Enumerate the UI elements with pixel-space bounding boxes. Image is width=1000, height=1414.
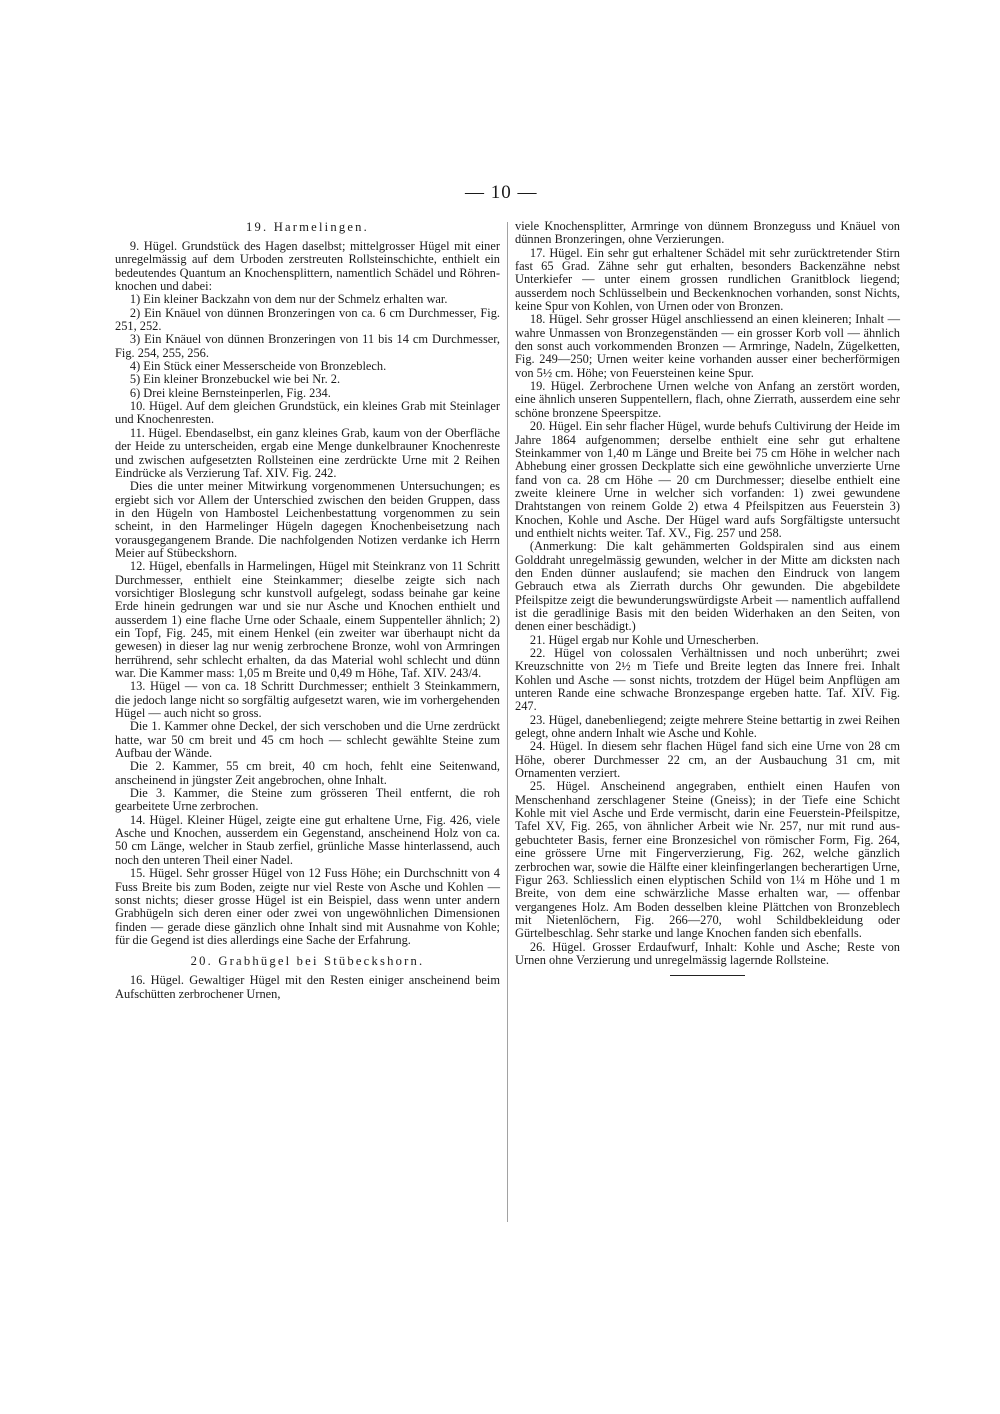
paragraph: 18. Hügel. Sehr grosser Hügel anschliessend an einen kleineren; Inhalt — wahre Unmassen von Bronzegenständen — ein grosser Korb voll — ähnlich den sonst auch vorkommenden Bronzen — Armringe, Nadeln, Zügelketten, Fig. 249—250; Urnen weiter keine vorhanden ausser einer becherförmigen von 5½ cm. Höhe; von Feuersteinen keine Spur. [515, 312, 900, 380]
page-number: — 10 — [465, 182, 538, 203]
left-column [115, 220, 500, 1001]
paragraph: 25. Hügel. Anscheinend angegraben, enthielt einen Haufen von Menschenhand zerschlagener Steine (Gneiss); in der Tiefe eine Schicht Kohle mit viel Asche und Erde vermischt, darin eine Feuerstein-Pfeilspitze, Tafel XV, Fig. 265, von ähnlicher Arbeit wie Nr. 257, nur mit rund ausgebuchteter Basis, ferner eine Bronzesichel von römischer Form, Fig. 264, eine grössere Urne mit Fingerverzierung, Fig. 262, welche gänzlich zerbrochen war, sowie die Hälfte einer kleinfingerlangen becherartigen Urne, Figur 263. Schliesslich einen elyptischen Schild von 1¼ m Höhe und 1 m Breite, von dem eine schwärzliche Masse erhalten war, — offenbar vergangenes Holz. Am Boden desselben kleine Plättchen von Bronzeblech mit Nietenlöchern, Fig. 266—270, wohl Schildbekleidung oder Gürtelbeschlag. Sehr starke und lange Knochen fanden sich ebenfalls. [515, 779, 900, 941]
section-heading-stubeckshorn: 20. Grabhügel bei Stübeckshorn. [190, 954, 425, 969]
list-item: 2) Ein Knäuel von dünnen Bronzeringen von ca. 6 cm Durchmesser, Fig. 251, 252. [115, 305, 500, 334]
paragraph: 17. Hügel. Ein sehr gut erhaltener Schädel mit sehr zurücktretender Stirn fast 65 Grad. Zähne sehr gut erhalten, besonders Backenzähne nebst Unterkiefer — unter einem grossen rundlichen Granitblock liegend; ausserdem noch Schlüsselbein und Beckenknochen vorhanden, sonst Nichts, keine Spur von Kohlen, von Urnen oder von Bronzen. [515, 245, 900, 314]
section-heading-harmelingen: 19. Harmelingen. [246, 220, 369, 234]
paragraph: Die 1. Kammer ohne Deckel, der sich verschoben und die Urne zerdrückt hatte, war 50 cm breit und 45 cm hoch — schlecht gewählte Steine zum Aufbau der Wände. [115, 719, 500, 761]
list-item: 3) Ein Knäuel von dünnen Bronzeringen von 11 bis 14 cm Durchmesser, Fig. 254, 255, 256. [115, 332, 500, 360]
end-rule [670, 975, 745, 976]
paragraph: 14. Hügel. Kleiner Hügel, zeigte eine gut erhaltene Urne, Fig. 426, viele Asche und Knochen, ausserdem ein Gegenstand, anscheinend Holz von ca. 50 cm Länge, welcher in Staub zerfiel, grünliche Masse hinterlassend, auch noch den unteren Theil einer Nadel. [115, 812, 500, 867]
paragraph: Die 3. Kammer, die Steine zum grösseren Theil entfernt, die roh gearbeitete Urne zerbrochen. [115, 786, 500, 814]
paragraph: viele Knochensplitter, Armringe von dünnem Bronzeguss und Knäuel von dünnen Bronzeringen, ohne Verzierungen. [515, 219, 900, 247]
paragraph: 15. Hügel. Sehr grosser Hügel von 12 Fuss Höhe; ein Durchschnitt von 4 Fuss Breite bis zum Boden, zeigte nur viel Reste von Asche und Kohlen — sonst nichts; dieser grosse Hügel ist ein Beispiel, dass wenn unter andern Grabhügeln sich deren einer oder zwei von ungewöhnlichen Dimensionen finden — gerade diese gänzlich ohne Inhalt sind mit Ausnahme von Kohle; für die Gegend ist dies allerdings eine Sache der Erfahrung. [115, 866, 500, 947]
paragraph: 12. Hügel, ebenfalls in Harmelingen, Hügel mit Steinkranz von 11 Schritt Durchmesser, enthielt eine Steinkammer; dieselbe zeigte sich nach vorsichtiger Bloslegung schr kunstvoll aufgelegt, sodass beinahe gar keine Erde hinein gedrungen war und sie nur Asche und Knochen enthielt und ausserdem 1) eine flache Urne oder Schaale, einem Suppenteller ähnlich; 2) ein Topf, Fig. 245, mit einem Henkel (ein zweiter war überhaupt nicht da gewesen) in dieser lag nur wenig zerbrochene Bronze, wohl von Armringen herrührend, sehr schlecht erhalten, da das Material wohl schlecht und dünn war. Die Kammer mass: 1,05 m Breite und 0,49 m Höhe, Taf. XIV. 243/4. [115, 559, 500, 680]
paragraph: 11. Hügel. Ebendaselbst, ein ganz kleines Grab, kaum von der Oberfläche der Heide zu unterscheiden, ergab eine Menge dunkelbrauner Knochenreste und zwischen aufgesetzten Rollsteinen eine zerdrückte Urne mit 2 Reihen Eindrücke als Verzierung Taf. XIV. Fig. 242. [115, 425, 500, 480]
paragraph: Dies die unter meiner Mitwirkung vorgenommenen Untersuchungen; es ergiebt sich vor Allem der Unterschied zwischen den beiden Gruppen, dass in den Hügeln von Hambostel Leichenbestattung vorgenommen zu sein scheint, in den Harmelinger Hügeln dagegen Knochenbeisetzung nach vorausgegangenem Brande. Die nachfolgenden Notizen verdanke ich Herrn Meier auf Stübeckshorn. [115, 479, 500, 560]
paragraph: 20. Hügel. Ein sehr flacher Hügel, wurde behufs Cultivirung der Heide im Jahre 1864 aufgenommen; derselbe enthielt eine sehr gut erhaltene Steinkammer von 1,40 m Länge und Breite bei 75 cm Höhe in welcher nach Abhebung einer grossen Deckplatte sich eine gewöhnliche unverzierte Urne fand von ca. 28 cm Höhe — 20 cm Durchmesser; dieselbe enthielt eine zweite kleinere Urne in welcher sich vorfanden: 1) zwei gewundene Drahtstangen von reinem Golde 2) etwa 4 Pfeilspitzen aus Feuerstein 3) Knochen, Kohle und Asche. Der Hügel ward aufs Sorgfältigste untersucht und enthielt nichts weiter. Taf. XV., Fig. 257 und 258. [515, 419, 900, 540]
paragraph: 10. Hügel. Auf dem gleichen Grundstück, ein kleines Grab mit Steinlager und Knochenresten. [115, 399, 500, 427]
paragraph: 22. Hügel von colossalen Verhältnissen und noch unberührt; zwei Kreuzschnitte von 2½ m Tiefe und Breite legten das Innere frei. Inhalt Kohlen und Asche — sonst nichts, trotzdem der Hügel beim Anpflügen am unteren Rande eine schwache Bronzespange ergeben hatte. Taf. XIV. Fig. 247. [515, 646, 900, 714]
paragraph: 23. Hügel, danebenliegend; zeigte mehrere Steine bettartig in zwei Reihen gelegt, ohne andern Inhalt wie Asche und Kohle. [515, 712, 900, 741]
paragraph: 24. Hügel. In diesem sehr flachen Hügel fand sich eine Urne von 28 cm Höhe, oberer Durchmesser 22 cm, an der Ausbauchung 31 cm, mit Ornamenten verziert. [515, 739, 900, 781]
paragraph: Die 2. Kammer, 55 cm breit, 40 cm hoch, fehlt eine Seitenwand, anscheinend in jüngster Zeit angebrochen, ohne Inhalt. [115, 759, 500, 787]
paragraph: (Anmerkung: Die kalt gehämmerten Goldspiralen sind aus einem Golddraht unregelmässig gewunden, welcher in der Mitte am dicksten nach den Enden dünner auslaufend; sie machen den Eindruck von langem Gebrauch etwa als Zierrath durchs Ohr gewunden. Die abgebildete Pfeilspitze zeigt die bewunderungswürdigste Arbeit — namentlich auffallend ist die geradlinige Basis mit den beiden Widerhaken an den Seiten, von denen einer beschädigt.) [515, 539, 900, 634]
paragraph: 16. Hügel. Gewaltiger Hügel mit den Resten einiger anscheinend beim Aufschütten zerbrochener Urnen, [115, 973, 500, 1001]
list-item: 5) Ein kleiner Bronzebuckel wie bei Nr. 2. [129, 372, 341, 387]
list-item: 4) Ein Stück einer Messerscheide von Bronzeblech. [129, 359, 387, 374]
paragraph: 9. Hügel. Grundstück des Hagen daselbst; mittelgrosser Hügel mit einer unregelmässig auf dem Urboden zerstreuten Rollsteinschichte, enthielt ein bedeutendes Quantum an Knochensplittern, namentlich Schädel und Röhrenknochen und dabei: [115, 239, 500, 294]
paragraph: 26. Hügel. Grosser Erdaufwurf, Inhalt: Kohle und Asche; Reste von Urnen ohne Verzierung und unregelmässig lagernde Rollsteine. [515, 939, 900, 967]
paragraph: 21. Hügel ergab nur Kohle und Urnescherben. [529, 632, 759, 647]
list-item: 1) Ein kleiner Backzahn von dem nur der Schmelz erhalten war. [129, 292, 448, 307]
list-item: 6) Drei kleine Bernsteinperlen, Fig. 234. [129, 385, 331, 400]
paragraph: 19. Hügel. Zerbrochene Urnen welche von Anfang an zerstört worden, eine ähnlich unseren Suppentellern, flach, ohne Zierrath, ausserdem eine sehr schöne bronzene Speerspitze. [515, 379, 900, 420]
right-column [515, 220, 900, 976]
paragraph: 13. Hügel — von ca. 18 Schritt Durchmesser; enthielt 3 Steinkammern, die jedoch lange nicht so sorgfältig aufgesetzt waren, wie im vorhergehenden Hügel — auch nicht so gross. [115, 679, 500, 721]
column-divider [507, 222, 508, 1222]
